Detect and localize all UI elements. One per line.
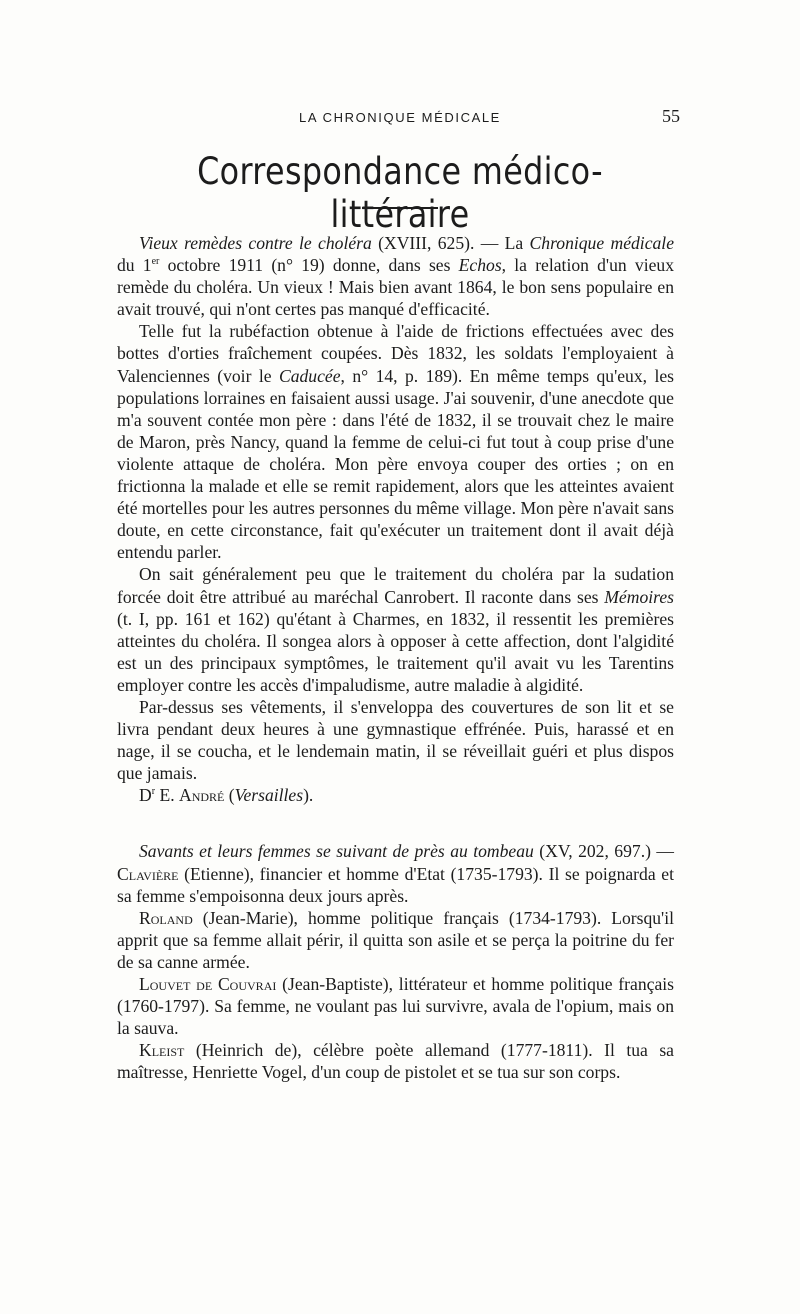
topic-heading: Vieux remèdes contre le choléra xyxy=(139,233,372,253)
paragraph-gymnastique: Par-dessus ses vêtements, il s'enveloppa des couvertures de son lit et se livra pendant deux heures à une gymnastique effrénée. Puis, harassé et en nage, il se coucha, et le lendemain matin, il se réveillait guéri et plus dispos que jamais. xyxy=(117,696,674,784)
running-head xyxy=(120,106,680,130)
text-run: (Etienne), financier et homme d'Etat (1735-1793). Il se poignarda et sa femme s'empoisonna deux jours après. xyxy=(117,863,674,906)
person-name: Clavière xyxy=(117,863,179,884)
running-title: LA CHRONIQUE MÉDICALE xyxy=(299,110,501,125)
caducee-title: Caducée xyxy=(278,365,341,386)
person-name: Kleist xyxy=(139,1040,185,1061)
memoires-title: Mémoires xyxy=(604,586,674,607)
text-run: , n° 14, p. 189). En même temps qu'eux, les populations lorraines en faisaient aussi usage. J'ai souvenir, d'une anecdote que m'a souvent contée mon père : dans l'été de 1832, il se trouvait chez le maire de Maron, près Nancy, quand la femme de celui-ci fut tout à coup prise d'une violente attaque de choléra. Mon père envoya couper des orties ; on en frictionna la malade et elle se remit rapidement, alors que les atteintes avaient été mortelles pour les autres personnes du même village. Mon père n'avait sans doute, en cette circonstance, fait qu'exécuter un traitement dont il avait déjà entendu parler. xyxy=(117,365,675,563)
paragraph-canrobert xyxy=(117,563,674,696)
text-run: D xyxy=(139,785,152,806)
superscript: r xyxy=(151,786,156,798)
article-title: Correspondance médico-littéraire xyxy=(197,150,603,236)
section-gap xyxy=(117,806,674,840)
author-name: André xyxy=(179,785,225,806)
title-divider xyxy=(362,207,438,209)
text-run: (Jean-Baptiste), littérateur et homme politique français (1760-1797). Sa femme, ne voulant pas lui survivre, avala de l'opium, mais on la sauva. xyxy=(117,974,674,1039)
person-name: Louvet de Couvrai xyxy=(139,974,277,994)
paragraph-cholera-intro xyxy=(117,232,674,320)
text-run: Telle fut la rubéfaction obtenue à l'aide de frictions effectuées avec des bottes d'orties fraîchement coupées. Dès 1832, les soldats l'employaient à Valenciennes (voir le xyxy=(117,321,674,386)
paragraph-roland xyxy=(117,907,674,973)
text-run: On sait généralement peu que le traitement du choléra par la sudation forcée doit être attribué au maréchal Canrobert. Il raconte dans ses xyxy=(117,564,674,607)
topic-heading: Savants et leurs femmes se suivant de près au tombeau xyxy=(139,841,534,862)
author-place: Versailles xyxy=(234,785,304,806)
text-run: ( xyxy=(224,785,235,806)
person-name: Roland xyxy=(139,907,193,928)
text-run: (Jean-Marie), homme politique français (1734-1793). Lorsqu'il apprit que sa femme allait périr, il quitta son asile et se perça la poitrine du fer de sa canne armée. xyxy=(117,907,674,972)
signature xyxy=(117,784,674,806)
paragraph-savants xyxy=(117,840,674,906)
text-run: , la relation d'un vieux remède du choléra. Un vieux ! Mais bien avant 1864, le bon sens populaire en avait trouvé, qui n'ont certes pas manqué d'efficacité. xyxy=(117,255,674,320)
text-run: octobre 1911 (n° 19) donne, dans ses xyxy=(159,255,459,276)
text-run: (XVIII, 625). — La xyxy=(371,233,530,253)
paragraph-louvet xyxy=(117,973,674,1039)
paragraph-kleist xyxy=(117,1039,674,1083)
text-run: (t. I, pp. 161 et 162) qu'étant à Charmes, en 1832, il ressentit les premières atteintes du choléra. Il songea alors à opposer à cette affection, dont l'algidité est un des principaux symptômes, le traitement qu'il avait vu les Tarentins employer contre les accès d'impaludisme, autre maladie à algidité. xyxy=(117,608,674,695)
journal-title: Chronique médicale xyxy=(529,233,674,253)
text-run: ). xyxy=(303,785,314,806)
page-number: 55 xyxy=(662,106,680,126)
echos-title: Echos xyxy=(458,255,502,276)
paragraph-orties xyxy=(117,320,674,563)
superscript: er xyxy=(151,256,160,268)
article-body xyxy=(117,232,674,1083)
text-run: du 1 xyxy=(117,255,152,276)
text-run: (XV, 202, 697.) — xyxy=(533,841,674,862)
text-run: E. xyxy=(155,785,180,806)
text-run: (Heinrich de), célèbre poète allemand (1777-1811). Il tua sa maîtresse, Henriette Vogel, d'un coup de pistolet et se tua sur son corps. xyxy=(117,1040,674,1083)
